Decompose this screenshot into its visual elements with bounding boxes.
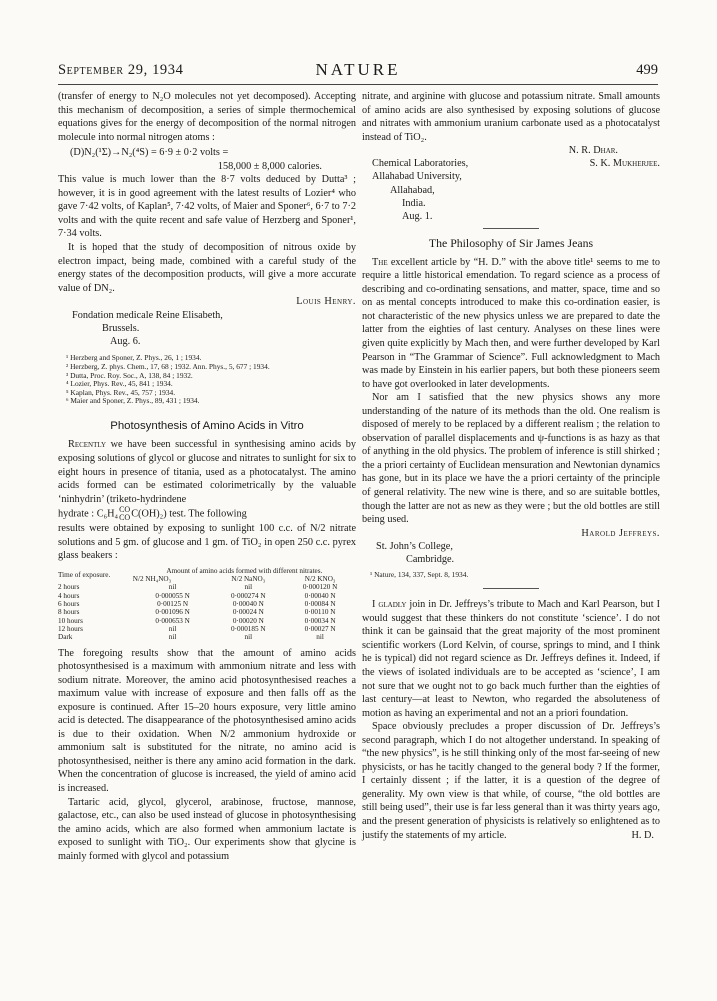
table-cell-time: 12 hours <box>58 624 83 633</box>
table-cell: nil <box>168 624 177 633</box>
address-line: Cambridge. <box>406 554 455 566</box>
header-journal: NATURE <box>315 60 401 79</box>
signature-mukherjee: S. K. Mukherjee. <box>589 158 660 170</box>
formula-part: C(OH)₂) test. The following <box>131 508 247 520</box>
address-allahabad <box>372 157 468 223</box>
table-cell-time: 8 hours <box>58 608 80 617</box>
footnotes-jeans <box>362 571 660 580</box>
table-cell: 0·00110 N <box>304 608 336 617</box>
intro-paragraph: (transfer of energy to N₂O molecules not yet decomposed). Accepting this mechanism of decomposition, a series of simple thermochemical equations gives for the energy of decomposition of the normal nitrogen molecule into normal nitrogen atoms : <box>58 91 356 143</box>
signature-henry: Louis Henry. <box>296 296 356 308</box>
signature-hd: H. D. <box>631 829 654 841</box>
paragraph-hope: It is hoped that the study of decomposition of nitrous oxide by electron impact, being made, combined with a careful study of the energy states of the decomposition products, will give a more accurate value of DN₂. <box>58 242 356 294</box>
address-line: Brussels. <box>102 322 140 334</box>
address-line: Allahabad, <box>390 184 435 196</box>
right-column <box>362 90 660 842</box>
lead-word: I gladly <box>372 599 407 611</box>
table-cell-time: 10 hours <box>58 616 83 625</box>
signature-jeffreys: Harold Jeffreys. <box>581 527 660 539</box>
address-cambridge <box>376 540 660 566</box>
table-cell: 0·00020 N <box>232 616 264 625</box>
formula-bottom: CO <box>119 513 131 523</box>
paragraph-dutta: This value is much lower than the 8·7 volts deduced by Dutta³ ; however, it is in good agreement with the latest results of Lozier⁴ who gave 7·42 volts, of Kaplan⁵, 7·42 volts, of Maier and Sponer⁶, 6·7 to 7·2 volts and with the quite recent and safe value of Herzberg and Sponer¹, 7·34 volts. <box>58 174 356 240</box>
footnote: ⁶ Maier and Sponer, Z. Phys., 89, 431 ; 1934. <box>66 396 200 406</box>
table-cell-time: Dark <box>58 633 73 642</box>
section-title-jeans: The Philosophy of Sir James Jeans <box>428 236 594 251</box>
address-henry <box>72 309 356 349</box>
formula-top: CO <box>119 505 131 515</box>
equation-line-1: (D)N₂(¹Σ)→N₂(⁴S) = 6·9 ± 0·2 volts = <box>70 147 229 159</box>
address-line: St. John’s College, <box>376 541 453 553</box>
table-cell: 0·00027 N <box>304 624 336 633</box>
paragraph-continued: nitrate, and arginine with glucose and potassium nitrate. Small amounts of amino acids are also synthesised by exposing solutions of glucose and nitrates with ammonium uranium carbonate used as a photocatalyst instead of TiO₂. <box>362 91 660 143</box>
paragraph-gladly <box>362 598 660 720</box>
address-line: Chemical Laboratories, <box>372 158 469 170</box>
section-divider <box>483 588 539 589</box>
address-line: Aug. 1. <box>402 211 433 222</box>
table-header-time: Time of exposure. <box>58 570 111 579</box>
table-cell: 0·000274 N <box>231 591 266 600</box>
table-row <box>58 600 356 608</box>
table-cell: 0·00084 N <box>304 600 336 609</box>
signature-block-dhar <box>362 144 660 222</box>
paragraph-text: excellent article by “H. D.” with the above title¹ seems to me to require a little historical emendation. To regard science as a process of describing and co-ordinating sensations, and matter, space, time and so on as mental concepts introduced to make this co-ordination easier, is not characteristic of the new physics unless we are prepared to date the latter from the eighties of last century. Analyses on these lines were given quite explicitly by Mach then, and were further developed by Karl Pearson in “The Grammar of Science”. Full acknowledgment to Mach was made by Einstein in his earlier papers, but both these pioneers seem to have got overlooked in later developments. <box>362 256 660 390</box>
table-cell: 0·00040 N <box>304 591 336 600</box>
table-col-header: N/2 NH₄NO₃ <box>132 575 172 584</box>
address-line: Aug. 6. <box>110 336 141 348</box>
table-body <box>58 583 356 641</box>
footnote: ⁴ Lozier, Phys. Rev., 45, 841 ; 1934. <box>66 379 173 389</box>
table-cell: nil <box>244 583 253 592</box>
paragraph-nor-am-i: Nor am I satisfied that the new physics shows any more understanding of the nature of its methods than the old. One realism is disposed of merely to be replaced by a different realism ; the relation to observation of parallel displacements and ψ-functions is as hazy as that of anything in the old physics. The problem of inference is still shirked ; the a priori certainty of Euclidean mensuration and Newtonian dynamics has gone, but in its place we have the a priori certainty of the principle of general relativity. The new wine is there, and so are suitable bottles, though the latter are not as new as they were ; but the old bottles are still being used. <box>362 392 661 526</box>
table-col-header: N/2 KNO₃ <box>304 575 336 584</box>
paragraph-text: Space obviously precludes a proper discussion of Dr. Jeffreys’s second paragraph, which I do not altogether understand. In speaking of “the new physics”, is he still thinking only of the most far-seeing of new physicists, or has he tacitly changed to the general body ? If the former, I certainly dissent ; if the latter, it is a question of the degree of generality. My own view is that while, of course, “the old bottles are still being used”, their use is far less general than it was thirty years ago, and the present generation of physicists is relatively so enlightened as to justify the statements of my article. <box>362 721 660 841</box>
footnote: ¹ Herzberg and Sponer, Z. Phys., 26, 1 ; 1934. <box>66 353 202 363</box>
footnote: ¹ Nature, 134, 337, Sept. 8, 1934. <box>370 569 469 579</box>
table-cell: 0·00034 N <box>304 616 336 625</box>
table-cell: 0·000055 N <box>155 591 190 600</box>
header-date: September 29, 1934 <box>58 62 184 78</box>
paragraph-recently <box>58 438 356 506</box>
table-cell-time: 2 hours <box>58 583 80 592</box>
left-column <box>58 90 356 863</box>
table-row <box>58 633 356 641</box>
footnotes <box>58 354 356 406</box>
table-cell: 0·00125 N <box>157 600 189 609</box>
table-row <box>58 592 356 600</box>
formula-line <box>58 506 356 522</box>
signature-dhar: N. R. Dhar. <box>568 145 618 157</box>
paragraph-space <box>362 720 660 842</box>
table-cell-time: 6 hours <box>58 600 80 609</box>
address-line: India. <box>402 197 426 209</box>
section-divider <box>483 228 539 229</box>
table-cell: nil <box>316 633 324 642</box>
table-cell: 0·00024 N <box>232 608 264 617</box>
paragraph-results: results were obtained by exposing to sunlight 100 c.c. of N/2 nitrate solutions and 5 gm. of glucose and 1 gm. of TiO₂ in open 250 c.c. pyrex glass beakers : <box>58 523 356 562</box>
paragraph-tartaric: Tartaric acid, glycol, glycerol, arabinose, fructose, mannose, galactose, etc., can also be used instead of glucose in photosynthesising the amino acids, which are also formed when ammonium lactate is exposed to sunlight with TiO₂. Our experiments show that glycine is mainly formed with glycol and potassium <box>58 796 356 862</box>
amino-acid-table <box>58 567 356 642</box>
table-row <box>58 617 356 625</box>
table-cell: 0·000120 N <box>302 583 338 592</box>
address-line: Allahabad University, <box>372 171 462 183</box>
table-row <box>58 583 356 591</box>
equation-line-2: 158,000 ± 8,000 calories. <box>217 160 322 172</box>
lead-word: Recently <box>68 439 107 451</box>
header-page-number: 499 <box>636 62 658 78</box>
paragraph-text: we have been successful in synthesising amino acids by exposing solutions of glycol or glucose and nitrates to sunlight for six to eight hours in presence of titania, used as a photocatalyst. The amino acids formed can be estimated colorimetrically by the valuable ‘ninhydrin’ (triketo-hydrindene <box>58 439 356 505</box>
table-row <box>58 625 356 633</box>
running-header <box>58 62 658 82</box>
table-col-header: N/2 NaNO₃ <box>231 575 266 584</box>
section-title-amino: Photosynthesis of Amino Acids in Vitro <box>110 419 304 432</box>
address-line: Fondation medicale Reine Elisabeth, <box>72 309 223 321</box>
table-cell: nil <box>244 633 253 642</box>
table-cell: 0·00040 N <box>232 600 264 609</box>
paragraph-foregoing: The foregoing results show that the amount of amino acids photosynthesised is a maximum with ammonium nitrate and less with sodium nitrate. Moreover, the amino acid photosynthesised reaches a maximum value with increase of exposure and then falls off as the exposure is continued. After 15–20 hours exposure, very little amino acid is detected. The disappearance of the photosynthesised amino acids is due to their oxidation. When N/2 ammonium hydroxide or ammonium salt is substituted for the nitrate, no amino acid is photosynthesised, neither is there any amino acid formation in the dark. When the concentration of glucose is increased, the yield of amino acid is increased. <box>58 647 356 794</box>
table-row <box>58 608 356 616</box>
footnote: ⁵ Kaplan, Phys. Rev., 45, 757 ; 1934. <box>66 387 176 397</box>
formula-fraction <box>119 506 130 522</box>
table-cell-time: 4 hours <box>58 591 80 600</box>
paragraph-excellent <box>362 256 660 391</box>
table-cell: nil <box>168 633 177 642</box>
lead-word: The <box>372 256 388 268</box>
table-cell: nil <box>168 583 177 592</box>
footnote: ² Herzberg, Z. phys. Chem., 17, 68 ; 1932. Ann. Phys., 5, 677 ; 1934. <box>66 361 270 371</box>
paragraph-text: join in Dr. Jeffreys’s tribute to Mach and Karl Pearson, but I would suggest that these thinkers do not constitute ‘science’. I do not think it can be gainsaid that the great majority of the most prominent scientific workers (Lord Kelvin, of course, springs to mind, and I think he is typical) did not regard science as Dr. Jeffreys defines it. Indeed, if the views of isolated individuals are to be accepted as ‘science’, I am not sure that we ought not to go back much further than the eighties of last century—at least to Newton, who regarded the absoluteness of motion as having an experimental and not an a priori foundation. <box>362 599 660 719</box>
table-cell: 0·000653 N <box>155 616 190 625</box>
table-cell: 0·000185 N <box>231 624 266 633</box>
table-header-span: Amount of amino acids formed with different nitrates. <box>166 566 323 575</box>
formula-part: hydrate : C₆H₄ <box>58 508 119 520</box>
table-cell: 0·001096 N <box>155 608 190 617</box>
footnote: ³ Dutta, Proc. Roy. Soc., A, 138, 84 ; 1932. <box>66 370 193 380</box>
header-rule <box>58 84 658 85</box>
